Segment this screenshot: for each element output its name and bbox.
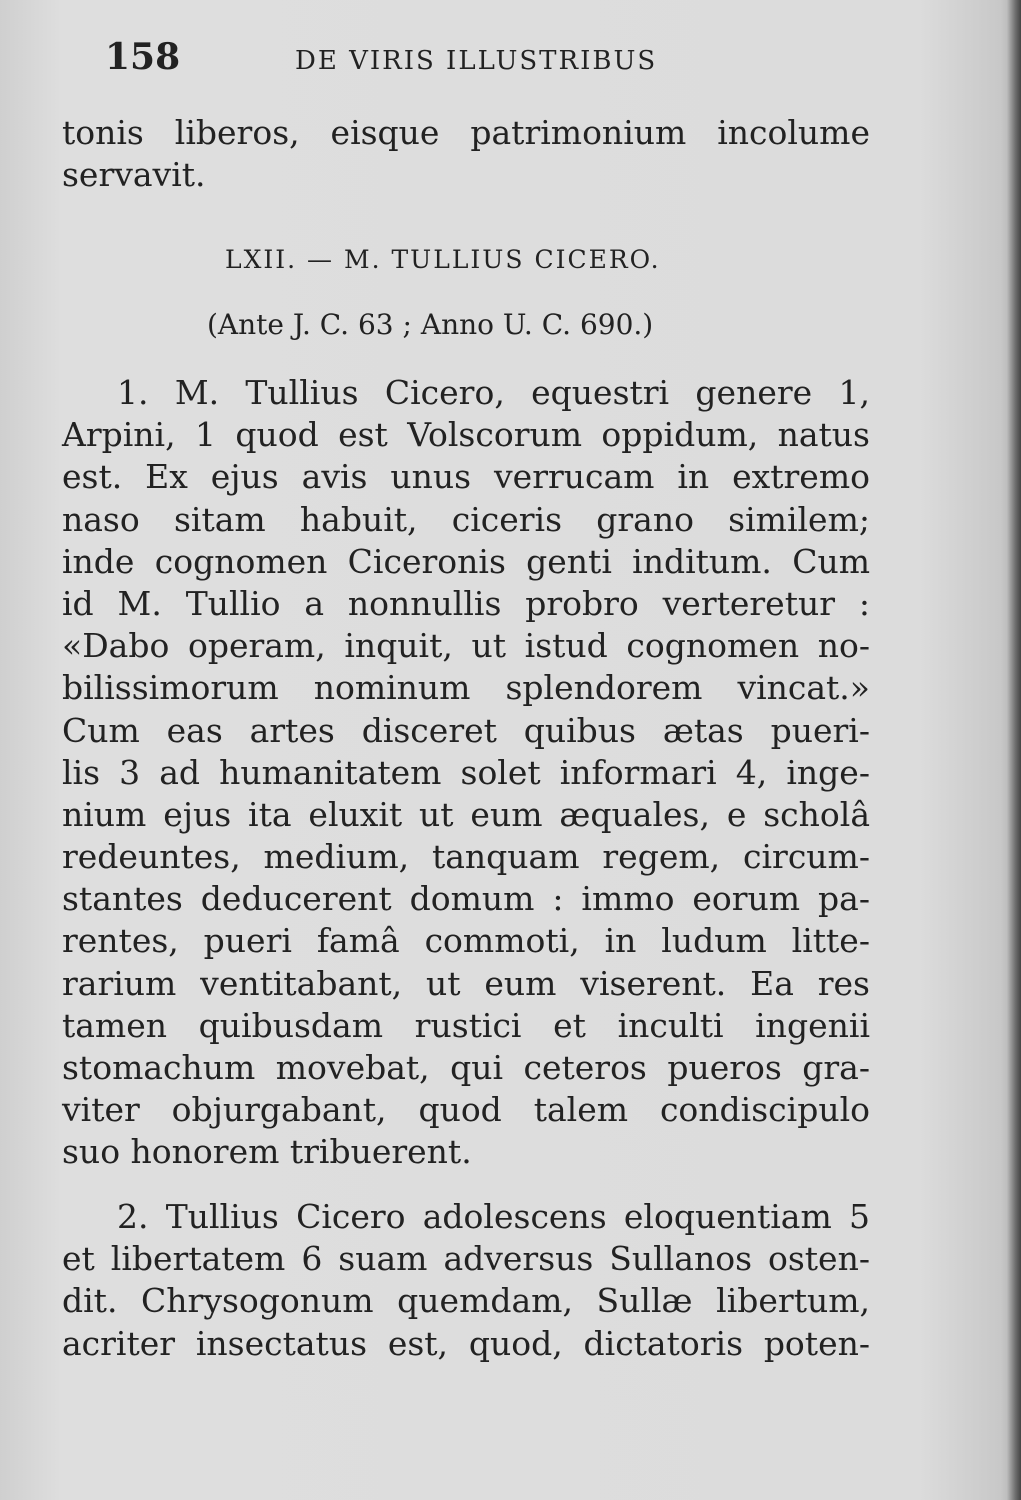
text-line: est. Ex ejus avis unus verrucam in extremo	[62, 457, 870, 497]
text-line: Arpini, 1 quod est Volscorum oppidum, natus	[62, 415, 870, 455]
text-line: viter objurgabant, quod talem condiscipulo	[62, 1090, 870, 1130]
text-line: acriter insectatus est, quod, dictatoris poten-	[62, 1323, 870, 1363]
text-line: bilissimorum nominum splendorem vincat.»	[62, 668, 870, 708]
text-line: rentes, pueri famâ commoti, in ludum litte-	[62, 921, 870, 961]
text-line: lis 3 ad humanitatem solet informari 4, inge-	[62, 752, 870, 792]
running-title: DE VIRIS ILLUSTRIBUS	[295, 46, 658, 76]
text-line: 1. M. Tullius Cicero, equestri genere 1,	[117, 373, 870, 412]
continuation-text	[62, 112, 870, 196]
paragraph-2	[62, 1196, 870, 1365]
chapter-heading: LXII. — M. TULLIUS CICERO.	[225, 245, 661, 274]
paragraph-1	[62, 372, 870, 1174]
page-edge-shadow	[1007, 0, 1021, 1500]
chapter-dates: (Ante J. C. 63 ; Anno U. C. 690.)	[207, 308, 654, 341]
text-line: nium ejus ita eluxit ut eum æquales, e scholâ	[62, 794, 870, 834]
text-line: stantes deducerent domum : immo eorum pa-	[62, 879, 870, 919]
text-line: rarium ventitabant, ut eum viserent. Ea res	[62, 963, 870, 1003]
text-line: Cum eas artes disceret quibus ætas pueri-	[62, 710, 870, 750]
text-line: stomachum movebat, qui ceteros pueros gra-	[62, 1048, 870, 1087]
page-number: 158	[105, 36, 181, 78]
text-line: inde cognomen Ciceronis genti inditum. Cum	[62, 541, 870, 581]
text-line: servavit.	[62, 155, 206, 195]
text-line: naso sitam habuit, ciceris grano similem;	[62, 499, 870, 539]
text-line: et libertatem 6 suam adversus Sullanos osten-	[62, 1239, 870, 1279]
text-line: id M. Tullio a nonnullis probro verteretur :	[62, 583, 870, 623]
text-line: «Dabo operam, inquit, ut istud cognomen no-	[62, 626, 870, 666]
text-line: tonis liberos, eisque patrimonium incolume	[62, 113, 870, 152]
running-head	[105, 36, 685, 86]
text-line: tamen quibusdam rustici et inculti ingenii	[62, 1005, 870, 1045]
text-line: redeuntes, medium, tanquam regem, circum-	[62, 837, 870, 877]
text-line: 2. Tullius Cicero adolescens eloquentiam 5	[117, 1197, 870, 1236]
text-line: suo honorem tribuerent.	[62, 1132, 472, 1172]
text-line: dit. Chrysogonum quemdam, Sullæ libertum,	[62, 1281, 870, 1321]
